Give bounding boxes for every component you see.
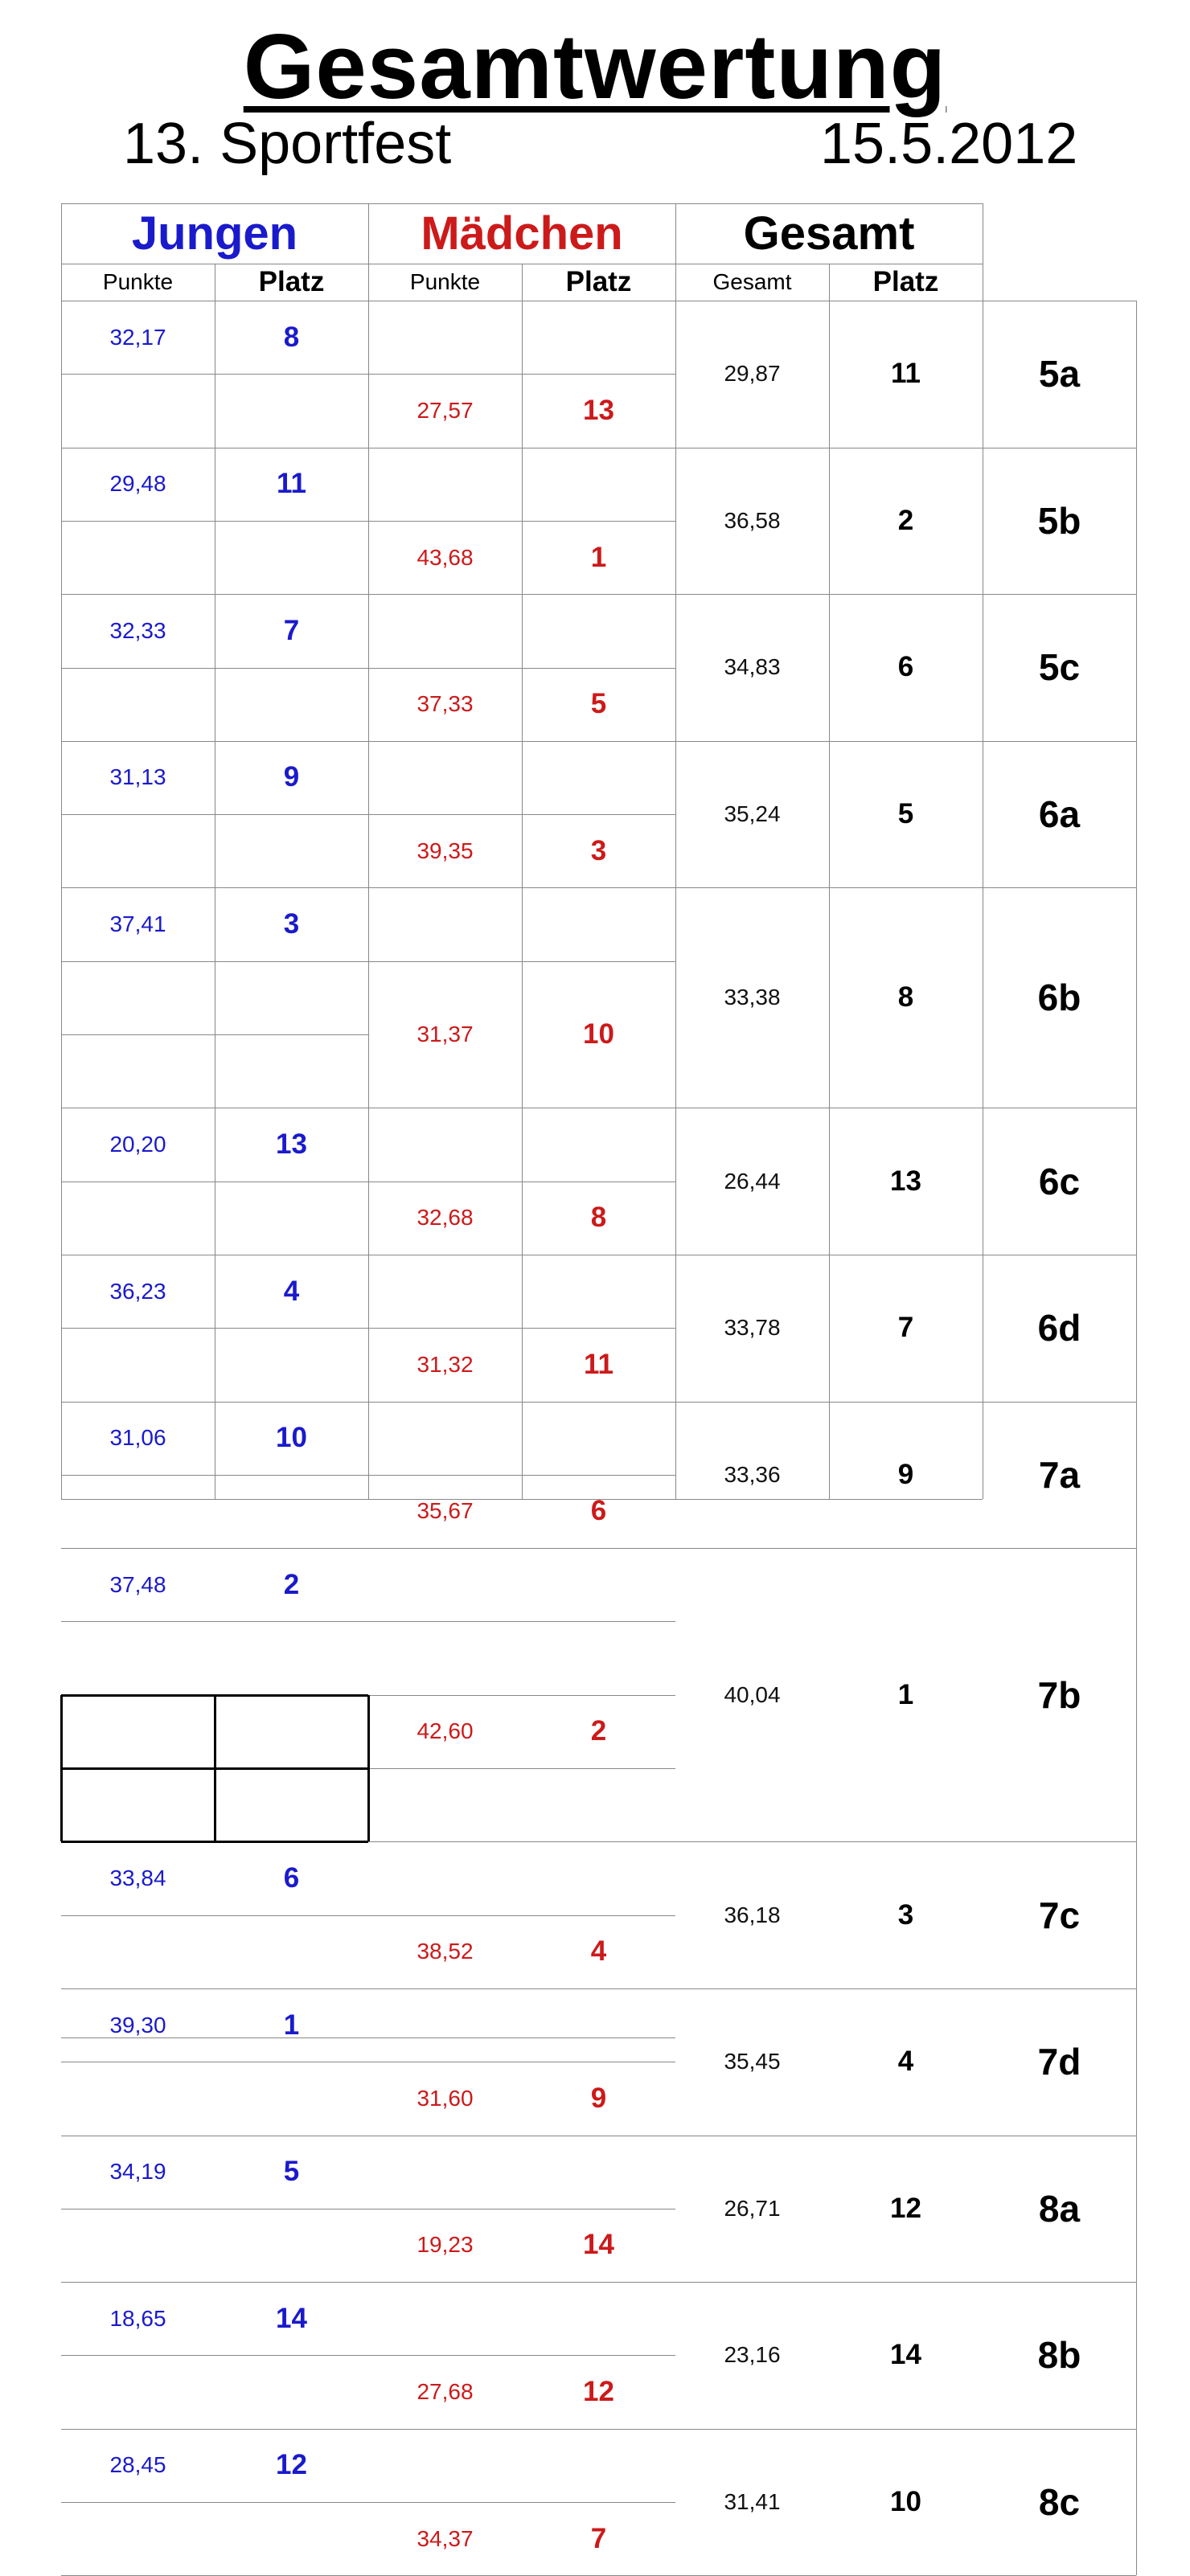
column-header-boys-place: Platz [258, 266, 325, 297]
total-place-value: 4 [897, 2046, 914, 2078]
column-header-girls-place: Platz [565, 266, 632, 297]
total-points-value: 40,04 [724, 1681, 781, 1707]
girls-points-value: 37,33 [416, 691, 474, 717]
total-place-value: 8 [897, 981, 914, 1014]
girls-place-value: 2 [590, 1715, 607, 1747]
subrow-line [61, 1034, 368, 1035]
total-points-value: 33,36 [724, 1461, 781, 1487]
girls-place-value: 14 [583, 2229, 614, 2261]
subrow-line [61, 1328, 368, 1329]
subrow-line [368, 1621, 675, 1622]
subrow-line [61, 668, 368, 669]
total-place-value: 1 [897, 1678, 914, 1710]
class-label: 6b [1037, 977, 1081, 1019]
subrow-line [61, 1475, 368, 1476]
total-place-value: 3 [897, 1898, 914, 1931]
subrow-line [61, 374, 368, 375]
boys-place-value: 7 [283, 614, 300, 646]
total-place-value: 12 [890, 2192, 921, 2224]
subrow-line [61, 521, 368, 522]
boys-points-value: 18,65 [109, 2305, 166, 2331]
subrow-line [61, 1621, 368, 1622]
girls-place-value: 1 [590, 541, 607, 573]
boys-place-value: 4 [283, 1275, 300, 1307]
total-place-value: 2 [897, 504, 914, 536]
class-label: 7d [1037, 2041, 1081, 2083]
boys-points-value: 32,33 [109, 617, 166, 643]
girls-points-value: 31,32 [416, 1351, 474, 1377]
boys-points-value: 34,19 [109, 2159, 166, 2185]
boys-points-value: 31,13 [109, 764, 166, 790]
boys-points-value: 37,41 [109, 911, 166, 937]
boys-place-value: 12 [276, 2449, 307, 2481]
girls-place-value: 13 [583, 394, 614, 426]
boys-place-value: 14 [276, 2302, 307, 2334]
class-label: 6c [1038, 1160, 1081, 1202]
total-place-value: 6 [897, 651, 914, 683]
column-header-boys-points: Punkte [102, 269, 174, 294]
total-points-value: 26,71 [724, 2195, 781, 2221]
boys-place-value: 2 [283, 1568, 300, 1600]
class-label: 8a [1038, 2187, 1081, 2230]
class-label: 8b [1037, 2334, 1081, 2377]
boys-points-value: 37,48 [109, 1571, 166, 1597]
girls-place-value: 4 [590, 1935, 607, 1968]
title-text: Gesamtwertung [243, 16, 947, 118]
boys-points-value: 31,06 [109, 1425, 166, 1451]
boys-place-value: 1 [283, 2009, 300, 2041]
girls-points-value: 19,23 [416, 2232, 474, 2258]
boys-place-value: 11 [277, 468, 306, 500]
subrow-line [61, 961, 368, 962]
highlight-box-line [60, 1695, 63, 1842]
subrow-line [61, 2502, 368, 2503]
total-points-value: 35,45 [724, 2049, 781, 2074]
girls-points-value: 27,57 [416, 397, 474, 423]
class-label: 6d [1037, 1307, 1081, 1349]
total-points-value: 31,41 [724, 2488, 781, 2514]
total-points-value: 33,78 [724, 1315, 781, 1341]
group-header-boys: Jungen [131, 207, 298, 260]
class-label: 5c [1038, 646, 1081, 689]
girls-points-value: 38,52 [416, 1939, 474, 1964]
girls-points-value: 35,67 [416, 1498, 474, 1524]
total-points-value: 23,16 [724, 2342, 781, 2368]
total-points-value: 29,87 [724, 361, 781, 387]
total-place-value: 14 [890, 2339, 921, 2371]
class-label: 7b [1037, 1673, 1081, 1716]
class-label: 6a [1038, 793, 1081, 836]
girls-points-value: 43,68 [416, 544, 474, 570]
girls-place-value: 3 [590, 834, 607, 866]
boys-place-value: 3 [283, 908, 300, 940]
boys-place-value: 5 [283, 2156, 300, 2188]
girls-points-value: 31,37 [416, 1021, 474, 1046]
highlight-box-line [367, 1695, 370, 1842]
girls-points-value: 27,68 [416, 2379, 474, 2405]
total-place-value: 11 [891, 358, 921, 390]
total-place-value: 5 [897, 798, 914, 830]
event-name: 13. Sportfest [123, 112, 452, 176]
class-label: 7a [1038, 1453, 1081, 1496]
table-bottom-line [675, 1499, 983, 1500]
girls-points-value: 34,37 [416, 2525, 474, 2551]
boys-place-value: 8 [283, 321, 300, 353]
subrow-line [368, 1768, 675, 1769]
subrow-line [61, 1915, 368, 1916]
girls-place-value: 9 [590, 2082, 607, 2114]
girls-points-value: 42,60 [416, 1718, 474, 1744]
girls-points-value: 31,60 [416, 2085, 474, 2111]
boys-points-value: 20,20 [109, 1131, 166, 1157]
class-label: 5a [1038, 353, 1081, 395]
total-points-value: 34,83 [724, 654, 781, 680]
total-points-value: 36,58 [724, 507, 781, 533]
empty-row-line [61, 2037, 675, 2038]
empty-row-line [61, 1499, 675, 1500]
class-label: 5b [1037, 499, 1081, 542]
subrow-line [61, 2355, 368, 2356]
total-place-value: 10 [890, 2485, 921, 2517]
event-date: 15.5.2012 [820, 112, 1078, 176]
boys-points-value: 29,48 [109, 471, 166, 497]
boys-points-value: 36,23 [109, 1278, 166, 1304]
total-place-value: 7 [897, 1312, 914, 1344]
total-points-value: 33,38 [724, 985, 781, 1010]
girls-place-value: 7 [590, 2522, 607, 2554]
column-header-total-place: Platz [872, 266, 939, 297]
total-points-value: 26,44 [724, 1168, 781, 1194]
class-label: 7c [1038, 1894, 1081, 1936]
highlight-box-line [214, 1695, 216, 1842]
girls-place-value: 8 [590, 1202, 607, 1234]
boys-place-value: 6 [283, 1861, 300, 1894]
column-header-girls-points: Punkte [409, 269, 481, 294]
girls-points-value: 32,68 [416, 1205, 474, 1231]
group-header-girls: Mädchen [421, 207, 623, 260]
total-place-value: 9 [897, 1458, 914, 1490]
boys-place-value: 9 [283, 761, 300, 793]
group-header-total: Gesamt [743, 207, 915, 260]
boys-place-value: 10 [276, 1422, 307, 1454]
girls-place-value: 12 [583, 2376, 614, 2408]
class-column-right-line [1136, 301, 1137, 2575]
boys-points-value: 33,84 [109, 1865, 166, 1890]
class-label: 8c [1038, 2480, 1081, 2523]
subrow-line [61, 814, 368, 815]
boys-points-value: 32,17 [109, 324, 166, 350]
total-place-value: 13 [890, 1165, 921, 1197]
girls-place-value: 6 [590, 1495, 607, 1527]
girls-place-value: 5 [590, 688, 607, 720]
total-points-value: 35,24 [724, 801, 781, 827]
column-header-total-points: Gesamt [712, 269, 792, 294]
total-points-value: 36,18 [724, 1902, 781, 1927]
boys-points-value: 28,45 [109, 2452, 166, 2478]
boys-points-value: 39,30 [109, 2012, 166, 2037]
girls-place-value: 11 [584, 1348, 613, 1380]
girls-place-value: 10 [583, 1018, 614, 1050]
boys-place-value: 13 [276, 1128, 307, 1160]
girls-points-value: 39,35 [416, 838, 474, 863]
